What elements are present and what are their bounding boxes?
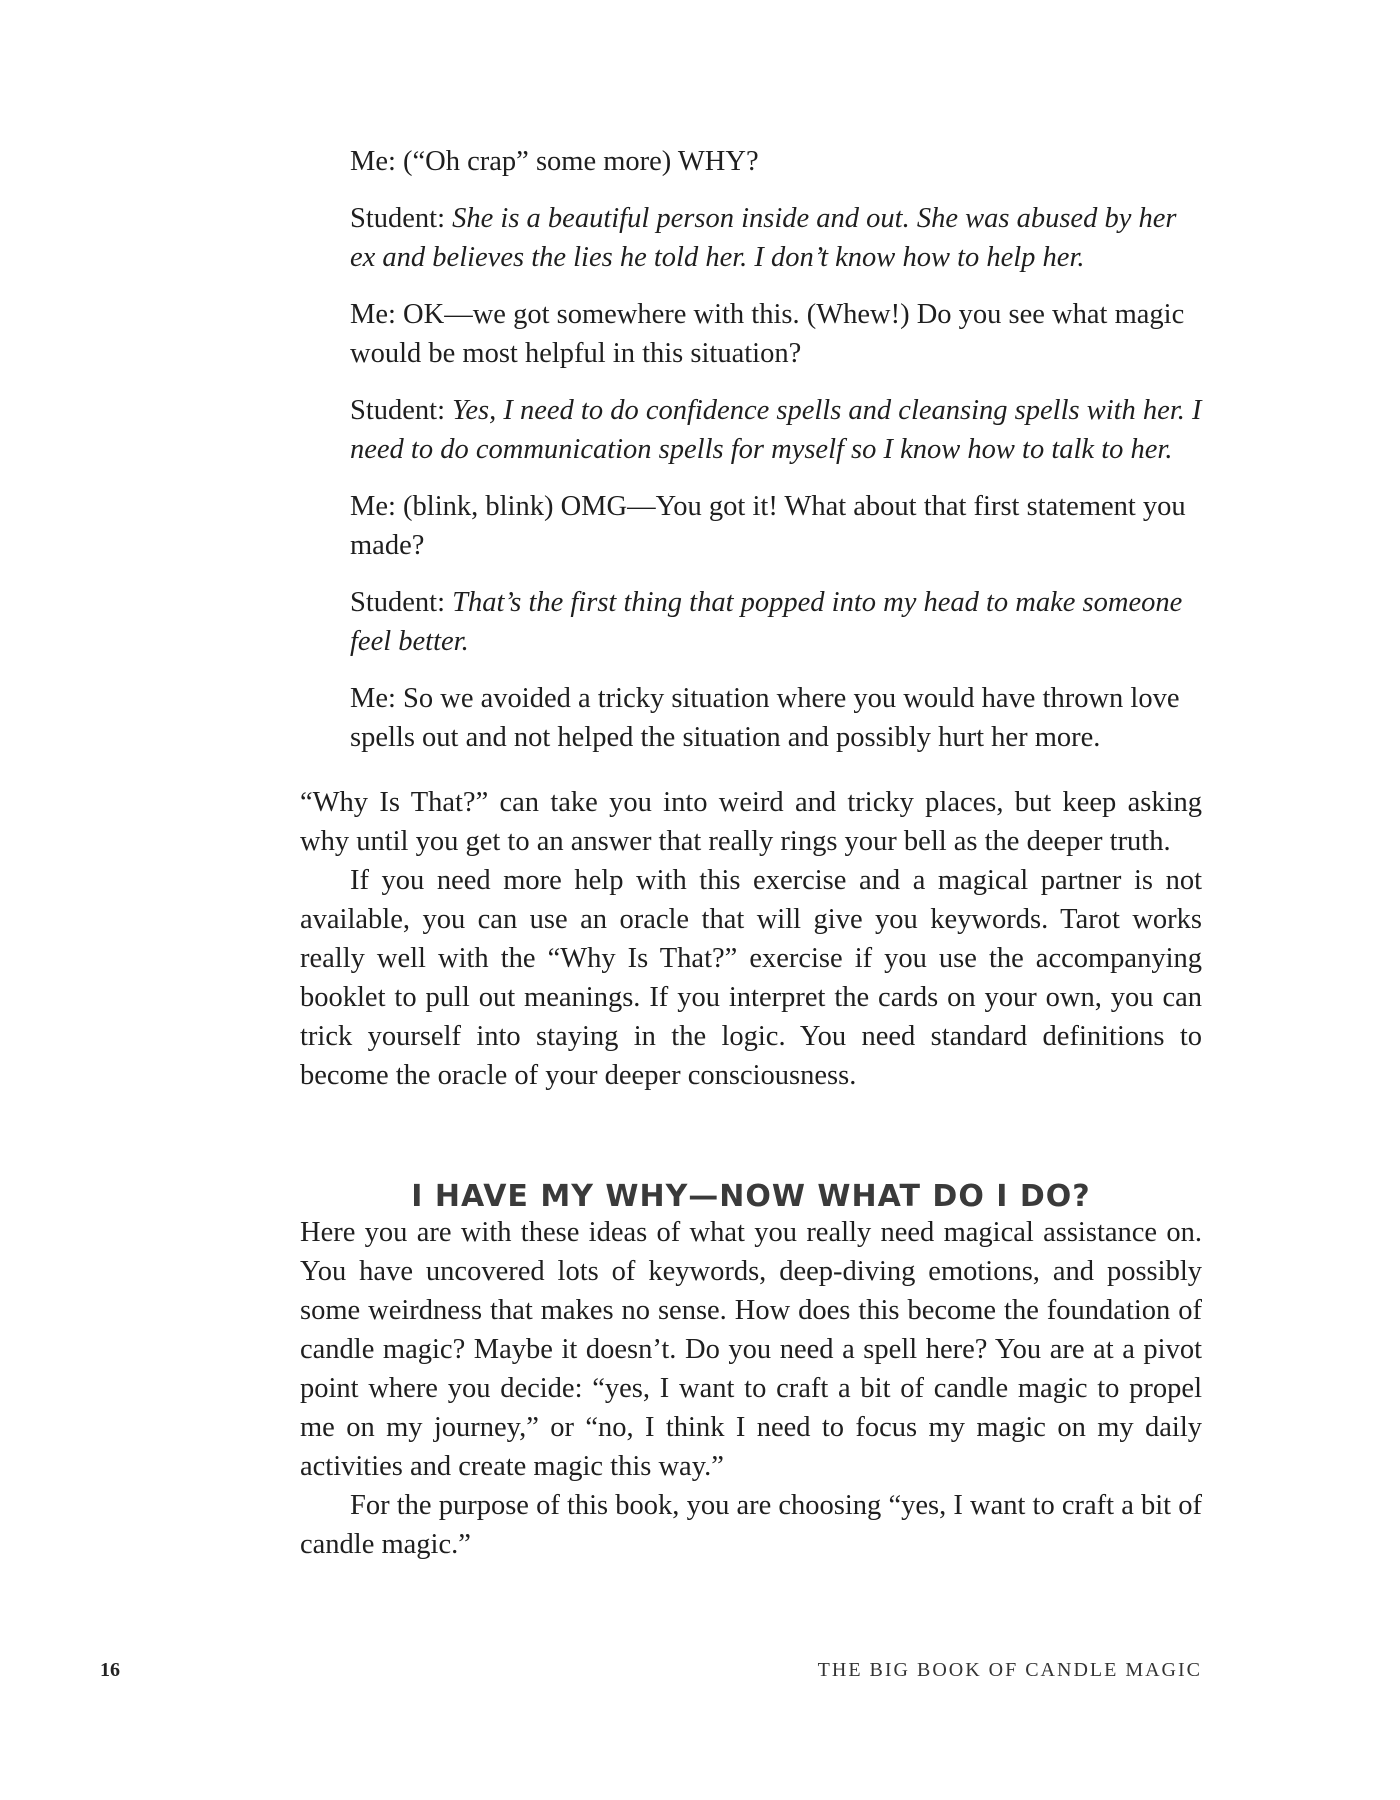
dialogue-line [350, 142, 1205, 181]
dialogue-speaker: Me: [350, 146, 396, 177]
dialogue-speaker: Me: [350, 683, 396, 714]
dialogue-text: Yes, I need to do confidence spells and cleansing spells with her. I need to do communication spells for myself so I know how to talk to her. [350, 395, 1202, 465]
dialogue-text: She is a beautiful person inside and out. She was abused by her ex and believes the lies he told her. I don’t know how to help her. [350, 203, 1177, 273]
body-paragraph: Here you are with these ideas of what you really need magical assistance on. You have uncovered lots of keywords, deep-diving emotions, and possibly some weirdness that makes no sense. How does this become the foundation of candle magic? Maybe it doesn’t. Do you need a spell here? You are at a pivot point where you decide: “yes, I want to craft a bit of candle magic to propel me on my journey,” or “no, I think I need to focus my magic on my daily activities and create magic this way.” [300, 1217, 1202, 1482]
dialogue-speaker: Student: [350, 395, 446, 426]
dialogue-text: OK—we got somewhere with this. (Whew!) Do you see what magic would be most helpful in this situation? [350, 299, 1185, 369]
dialogue-text: That’s the first thing that popped into my head to make someone feel better. [350, 587, 1183, 657]
dialogue-text: (blink, blink) OMG—You got it! What about that first statement you made? [350, 491, 1186, 561]
body-paragraph: “Why Is That?” can take you into weird and tricky places, but keep asking why until you get to an answer that really rings your bell as the deeper truth. [300, 787, 1202, 857]
body-paragraph: If you need more help with this exercise and a magical partner is not available, you can use an oracle that will give you keywords. Tarot works really well with the “Why Is That?” exercise if you use the accompanying booklet to pull out meanings. If you interpret the cards on your own, you can trick yourself into staying in the logic. You need standard definitions to become the oracle of your deeper consciousness. [300, 865, 1202, 1091]
dialogue-line [350, 391, 1205, 469]
dialogue-line [350, 583, 1205, 661]
dialogue-text: (“Oh crap” some more) WHY? [403, 146, 759, 177]
body-section-now-what [300, 1213, 1202, 1564]
dialogue-speaker: Student: [350, 587, 446, 618]
body-paragraph: For the purpose of this book, you are choosing “yes, I want to craft a bit of candle magic.” [300, 1490, 1202, 1560]
page-number: 16 [100, 1659, 120, 1681]
dialogue-text: So we avoided a tricky situation where you would have thrown love spells out and not helped the situation and possibly hurt her more. [350, 683, 1180, 753]
dialogue-speaker: Student: [350, 203, 446, 234]
dialogue-line [350, 679, 1205, 757]
dialogue-line [350, 199, 1205, 277]
body-section-why-is-that [300, 783, 1202, 1095]
dialogue-line [350, 295, 1205, 373]
dialogue-block [350, 142, 1205, 775]
dialogue-speaker: Me: [350, 491, 396, 522]
dialogue-line [350, 487, 1205, 565]
section-heading: I HAVE MY WHY—NOW WHAT DO I DO? [411, 1178, 1091, 1214]
dialogue-speaker: Me: [350, 299, 396, 330]
running-footer-title: THE BIG BOOK OF CANDLE MAGIC [817, 1659, 1202, 1681]
